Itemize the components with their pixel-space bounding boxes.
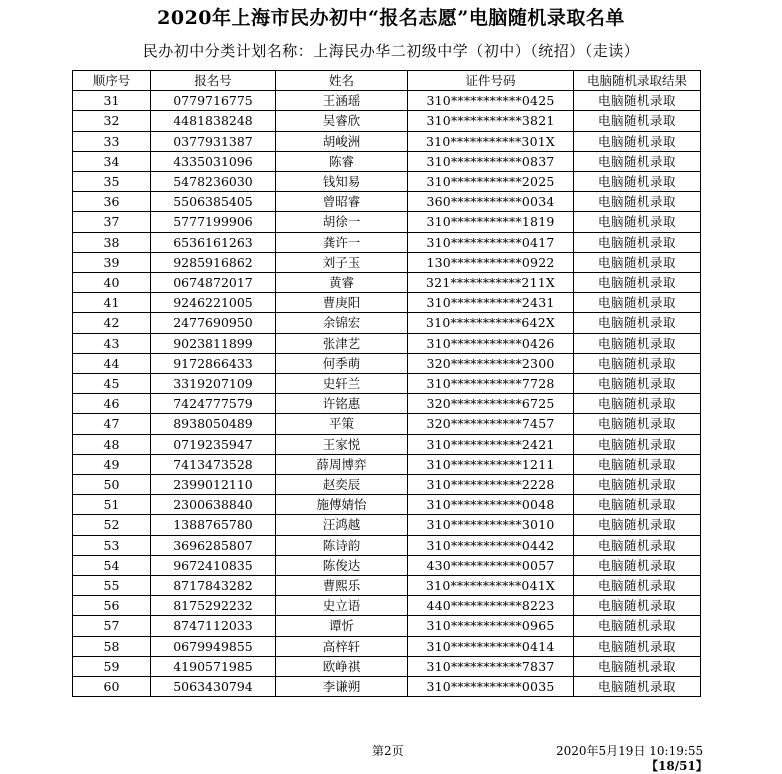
table-row xyxy=(73,91,701,111)
cell-id-no: 310***********2025 xyxy=(408,172,574,192)
cell-seq: 60 xyxy=(73,677,151,697)
cell-id-no: 310***********2228 xyxy=(408,475,574,495)
table-row xyxy=(73,677,701,697)
cell-id-no: 310***********642X xyxy=(408,313,574,333)
header-reg-no: 报名号 xyxy=(151,71,276,91)
cell-result: 电脑随机录取 xyxy=(574,535,701,555)
cell-name: 赵奕辰 xyxy=(276,475,408,495)
table-row xyxy=(73,454,701,474)
cell-seq: 57 xyxy=(73,616,151,636)
cell-result: 电脑随机录取 xyxy=(574,172,701,192)
table-row xyxy=(73,313,701,333)
table-row xyxy=(73,111,701,131)
print-timestamp: 2020年5月19日 10:19:55 xyxy=(556,744,704,758)
cell-result: 电脑随机录取 xyxy=(574,616,701,636)
table-row xyxy=(73,515,701,535)
cell-name: 何季萌 xyxy=(276,353,408,373)
cell-reg-no: 0377931387 xyxy=(151,131,276,151)
table-row xyxy=(73,616,701,636)
cell-result: 电脑随机录取 xyxy=(574,333,701,353)
table-row xyxy=(73,333,701,353)
header-seq: 顺序号 xyxy=(73,71,151,91)
cell-id-no: 310***********0442 xyxy=(408,535,574,555)
cell-result: 电脑随机录取 xyxy=(574,555,701,575)
cell-seq: 59 xyxy=(73,656,151,676)
cell-id-no: 130***********0922 xyxy=(408,252,574,272)
cell-result: 电脑随机录取 xyxy=(574,636,701,656)
cell-id-no: 310***********3010 xyxy=(408,515,574,535)
cell-seq: 45 xyxy=(73,374,151,394)
cell-reg-no: 0679949855 xyxy=(151,636,276,656)
cell-reg-no: 8938050489 xyxy=(151,414,276,434)
cell-id-no: 310***********7837 xyxy=(408,656,574,676)
table-row xyxy=(73,131,701,151)
cell-id-no: 310***********1819 xyxy=(408,212,574,232)
cell-result: 电脑随机录取 xyxy=(574,495,701,515)
cell-seq: 32 xyxy=(73,111,151,131)
cell-seq: 54 xyxy=(73,555,151,575)
cell-seq: 50 xyxy=(73,475,151,495)
cell-name: 高梓轩 xyxy=(276,636,408,656)
table-row xyxy=(73,434,701,454)
cell-id-no: 320***********7457 xyxy=(408,414,574,434)
cell-name: 刘子玉 xyxy=(276,252,408,272)
cell-reg-no: 0779716775 xyxy=(151,91,276,111)
cell-result: 电脑随机录取 xyxy=(574,454,701,474)
cell-name: 龚许一 xyxy=(276,232,408,252)
cell-seq: 48 xyxy=(73,434,151,454)
cell-reg-no: 6536161263 xyxy=(151,232,276,252)
cell-name: 薛周博弈 xyxy=(276,454,408,474)
cell-seq: 41 xyxy=(73,293,151,313)
cell-name: 钱知易 xyxy=(276,172,408,192)
table-row xyxy=(73,273,701,293)
table-row xyxy=(73,596,701,616)
cell-name: 吴睿欣 xyxy=(276,111,408,131)
cell-reg-no: 4335031096 xyxy=(151,151,276,171)
header-id-no: 证件号码 xyxy=(408,71,574,91)
cell-reg-no: 5506385405 xyxy=(151,192,276,212)
cell-seq: 56 xyxy=(73,596,151,616)
cell-result: 电脑随机录取 xyxy=(574,374,701,394)
cell-reg-no: 8747112033 xyxy=(151,616,276,636)
cell-result: 电脑随机录取 xyxy=(574,91,701,111)
cell-seq: 49 xyxy=(73,454,151,474)
cell-seq: 58 xyxy=(73,636,151,656)
cell-id-no: 310***********2431 xyxy=(408,293,574,313)
cell-reg-no: 2300638840 xyxy=(151,495,276,515)
cell-result: 电脑随机录取 xyxy=(574,596,701,616)
table-row xyxy=(73,535,701,555)
cell-result: 电脑随机录取 xyxy=(574,515,701,535)
cell-result: 电脑随机录取 xyxy=(574,475,701,495)
cell-seq: 46 xyxy=(73,394,151,414)
cell-reg-no: 8717843282 xyxy=(151,576,276,596)
table-row xyxy=(73,394,701,414)
cell-name: 曾昭睿 xyxy=(276,192,408,212)
cell-id-no: 321***********211X xyxy=(408,273,574,293)
table-row xyxy=(73,656,701,676)
page-count: 【18/51】 xyxy=(646,759,708,773)
cell-result: 电脑随机录取 xyxy=(574,111,701,131)
cell-name: 黄睿 xyxy=(276,273,408,293)
cell-name: 胡徐一 xyxy=(276,212,408,232)
table-row xyxy=(73,555,701,575)
cell-reg-no: 2399012110 xyxy=(151,475,276,495)
cell-id-no: 310***********0417 xyxy=(408,232,574,252)
cell-reg-no: 4481838248 xyxy=(151,111,276,131)
cell-result: 电脑随机录取 xyxy=(574,212,701,232)
cell-name: 平策 xyxy=(276,414,408,434)
cell-id-no: 440***********8223 xyxy=(408,596,574,616)
admission-table xyxy=(72,70,701,697)
cell-seq: 52 xyxy=(73,515,151,535)
cell-reg-no: 1388765780 xyxy=(151,515,276,535)
cell-result: 电脑随机录取 xyxy=(574,414,701,434)
cell-name: 谭忻 xyxy=(276,616,408,636)
cell-name: 余锦宏 xyxy=(276,313,408,333)
cell-reg-no: 9285916862 xyxy=(151,252,276,272)
table-row xyxy=(73,475,701,495)
cell-reg-no: 9246221005 xyxy=(151,293,276,313)
cell-result: 电脑随机录取 xyxy=(574,273,701,293)
table-row xyxy=(73,252,701,272)
cell-reg-no: 5478236030 xyxy=(151,172,276,192)
cell-id-no: 310***********1211 xyxy=(408,454,574,474)
cell-seq: 43 xyxy=(73,333,151,353)
cell-reg-no: 5063430794 xyxy=(151,677,276,697)
cell-seq: 31 xyxy=(73,91,151,111)
cell-result: 电脑随机录取 xyxy=(574,192,701,212)
cell-result: 电脑随机录取 xyxy=(574,151,701,171)
table-header-row xyxy=(73,71,701,91)
cell-name: 许铭惠 xyxy=(276,394,408,414)
cell-seq: 55 xyxy=(73,576,151,596)
cell-result: 电脑随机录取 xyxy=(574,313,701,333)
cell-id-no: 310***********0837 xyxy=(408,151,574,171)
cell-name: 曹庚阳 xyxy=(276,293,408,313)
cell-id-no: 310***********0048 xyxy=(408,495,574,515)
cell-name: 张津艺 xyxy=(276,333,408,353)
cell-id-no: 310***********3821 xyxy=(408,111,574,131)
cell-result: 电脑随机录取 xyxy=(574,394,701,414)
cell-reg-no: 2477690950 xyxy=(151,313,276,333)
cell-result: 电脑随机录取 xyxy=(574,656,701,676)
cell-seq: 36 xyxy=(73,192,151,212)
table-row xyxy=(73,414,701,434)
cell-id-no: 310***********301X xyxy=(408,131,574,151)
cell-seq: 38 xyxy=(73,232,151,252)
cell-seq: 47 xyxy=(73,414,151,434)
cell-seq: 35 xyxy=(73,172,151,192)
table-row xyxy=(73,374,701,394)
cell-id-no: 310***********7728 xyxy=(408,374,574,394)
cell-seq: 40 xyxy=(73,273,151,293)
cell-name: 史立语 xyxy=(276,596,408,616)
cell-name: 王涵瑶 xyxy=(276,91,408,111)
cell-reg-no: 5777199906 xyxy=(151,212,276,232)
cell-seq: 51 xyxy=(73,495,151,515)
cell-id-no: 310***********0035 xyxy=(408,677,574,697)
cell-id-no: 430***********0057 xyxy=(408,555,574,575)
cell-seq: 53 xyxy=(73,535,151,555)
cell-reg-no: 7424777579 xyxy=(151,394,276,414)
cell-name: 施傅婧怡 xyxy=(276,495,408,515)
cell-name: 李谦朔 xyxy=(276,677,408,697)
cell-reg-no: 7413473528 xyxy=(151,454,276,474)
cell-result: 电脑随机录取 xyxy=(574,434,701,454)
cell-reg-no: 9023811899 xyxy=(151,333,276,353)
table-body xyxy=(73,91,701,697)
cell-id-no: 310***********0414 xyxy=(408,636,574,656)
table-row xyxy=(73,636,701,656)
page-number: 第2页 xyxy=(372,744,404,758)
table-row xyxy=(73,192,701,212)
table-row xyxy=(73,495,701,515)
cell-reg-no: 9672410835 xyxy=(151,555,276,575)
cell-seq: 42 xyxy=(73,313,151,333)
cell-seq: 34 xyxy=(73,151,151,171)
header-name: 姓名 xyxy=(276,71,408,91)
cell-name: 陈诗韵 xyxy=(276,535,408,555)
table-row xyxy=(73,212,701,232)
table-row xyxy=(73,353,701,373)
cell-id-no: 310***********0426 xyxy=(408,333,574,353)
cell-id-no: 310***********0425 xyxy=(408,91,574,111)
header-result: 电脑随机录取结果 xyxy=(574,71,701,91)
cell-reg-no: 3319207109 xyxy=(151,374,276,394)
cell-name: 曹熙乐 xyxy=(276,576,408,596)
cell-reg-no: 8175292232 xyxy=(151,596,276,616)
cell-seq: 37 xyxy=(73,212,151,232)
document-title: 2020年上海市民办初中“报名志愿”电脑随机录取名单 xyxy=(157,7,625,29)
cell-name: 胡峻洲 xyxy=(276,131,408,151)
cell-name: 欧峥祺 xyxy=(276,656,408,676)
cell-name: 史轩兰 xyxy=(276,374,408,394)
cell-seq: 33 xyxy=(73,131,151,151)
cell-id-no: 320***********2300 xyxy=(408,353,574,373)
cell-result: 电脑随机录取 xyxy=(574,252,701,272)
cell-result: 电脑随机录取 xyxy=(574,293,701,313)
cell-result: 电脑随机录取 xyxy=(574,576,701,596)
cell-reg-no: 9172866433 xyxy=(151,353,276,373)
cell-reg-no: 0719235947 xyxy=(151,434,276,454)
cell-id-no: 310***********041X xyxy=(408,576,574,596)
cell-name: 陈俊达 xyxy=(276,555,408,575)
cell-result: 电脑随机录取 xyxy=(574,677,701,697)
cell-result: 电脑随机录取 xyxy=(574,131,701,151)
cell-reg-no: 0674872017 xyxy=(151,273,276,293)
cell-id-no: 310***********2421 xyxy=(408,434,574,454)
cell-seq: 39 xyxy=(73,252,151,272)
table-row xyxy=(73,293,701,313)
cell-reg-no: 4190571985 xyxy=(151,656,276,676)
table-row xyxy=(73,151,701,171)
table-row xyxy=(73,576,701,596)
cell-name: 陈睿 xyxy=(276,151,408,171)
cell-reg-no: 3696285807 xyxy=(151,535,276,555)
plan-subtitle: 民办初中分类计划名称：上海民办华二初级中学（初中）（统招）（走读） xyxy=(142,42,640,60)
cell-result: 电脑随机录取 xyxy=(574,232,701,252)
table-row xyxy=(73,172,701,192)
cell-name: 王家悦 xyxy=(276,434,408,454)
cell-result: 电脑随机录取 xyxy=(574,353,701,373)
table-row xyxy=(73,232,701,252)
cell-id-no: 360***********0034 xyxy=(408,192,574,212)
cell-seq: 44 xyxy=(73,353,151,373)
cell-name: 汪鸿越 xyxy=(276,515,408,535)
cell-id-no: 310***********0965 xyxy=(408,616,574,636)
cell-id-no: 320***********6725 xyxy=(408,394,574,414)
